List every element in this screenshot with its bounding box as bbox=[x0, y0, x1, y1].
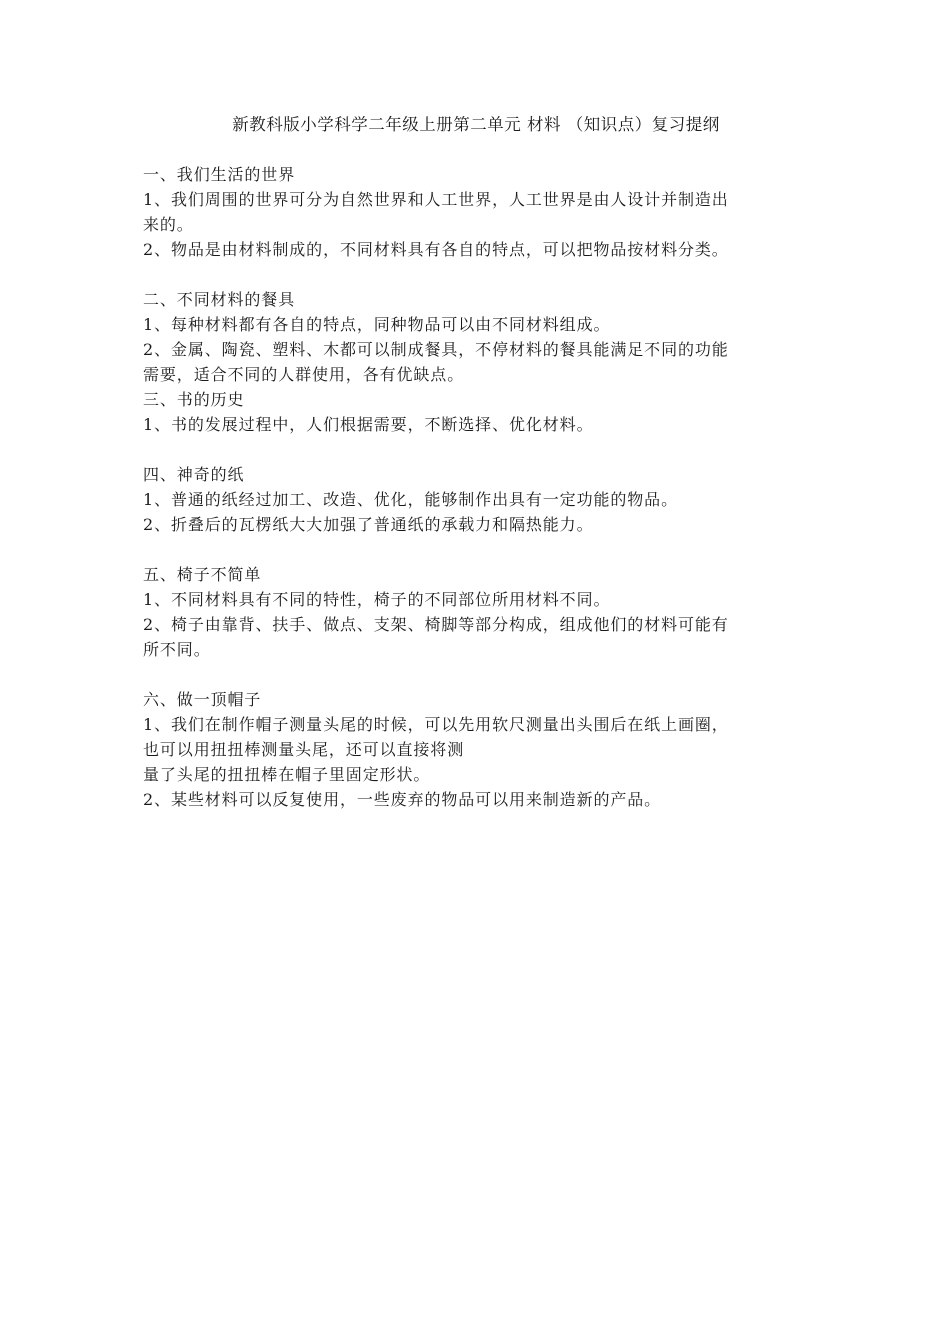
item-line: 1、不同材料具有不同的特性，椅子的不同部位所用材料不同。 bbox=[143, 590, 611, 609]
item-line: 1、我们周围的世界可分为自然世界和人工世界，人工世界是由人设计并制造出 bbox=[143, 190, 729, 209]
section-4 bbox=[143, 462, 809, 537]
item-line: 2、物品是由材料制成的，不同材料具有各自的特点，可以把物品按材料分类。 bbox=[143, 240, 729, 259]
document-title: 新教科版小学科学二年级上册第二单元 材料 （知识点）复习提纲 bbox=[232, 115, 720, 134]
section-1 bbox=[143, 162, 809, 262]
item-line: 1、每种材料都有各自的特点，同种物品可以由不同材料组成。 bbox=[143, 315, 611, 334]
section-heading: 一、我们生活的世界 bbox=[143, 165, 296, 184]
item-line: 需要，适合不同的人群使用，各有优缺点。 bbox=[143, 365, 465, 384]
item-line: 所不同。 bbox=[143, 640, 211, 659]
list-item bbox=[143, 712, 809, 787]
list-item bbox=[143, 187, 809, 237]
item-line: 来的。 bbox=[143, 215, 194, 234]
item-line: 2、椅子由靠背、扶手、做点、支架、椅脚等部分构成，组成他们的材料可能有 bbox=[143, 615, 729, 634]
item-line: 2、某些材料可以反复使用，一些废弃的物品可以用来制造新的产品。 bbox=[143, 790, 662, 809]
item-line: 1、普通的纸经过加工、改造、优化，能够制作出具有一定功能的物品。 bbox=[143, 490, 678, 509]
section-6 bbox=[143, 687, 809, 812]
list-item bbox=[143, 412, 809, 437]
item-line: 2、折叠后的瓦楞纸大大加强了普通纸的承载力和隔热能力。 bbox=[143, 515, 594, 534]
list-item bbox=[143, 587, 809, 612]
section-3 bbox=[143, 387, 809, 437]
list-item bbox=[143, 312, 809, 337]
section-2 bbox=[143, 287, 809, 387]
item-line: 1、书的发展过程中，人们根据需要，不断选择、优化材料。 bbox=[143, 415, 594, 434]
section-heading: 四、神奇的纸 bbox=[143, 465, 245, 484]
list-item bbox=[143, 512, 809, 537]
list-item bbox=[143, 787, 809, 812]
item-line: 2、金属、陶瓷、塑料、木都可以制成餐具，不停材料的餐具能满足不同的功能 bbox=[143, 340, 729, 359]
item-line: 1、我们在制作帽子测量头尾的时候，可以先用软尺测量出头围后在纸上画圈， bbox=[143, 715, 729, 734]
list-item bbox=[143, 237, 809, 262]
list-item bbox=[143, 612, 809, 662]
list-item bbox=[143, 337, 809, 387]
section-heading: 六、做一顶帽子 bbox=[143, 690, 262, 709]
section-heading: 五、椅子不简单 bbox=[143, 565, 262, 584]
section-heading: 三、书的历史 bbox=[143, 390, 245, 409]
section-5 bbox=[143, 562, 809, 662]
list-item bbox=[143, 487, 809, 512]
item-line: 也可以用扭扭棒测量头尾，还可以直接将测 bbox=[143, 740, 465, 759]
item-line: 量了头尾的扭扭棒在帽子里固定形状。 bbox=[143, 765, 431, 784]
section-heading: 二、不同材料的餐具 bbox=[143, 290, 296, 309]
document-page bbox=[143, 112, 809, 812]
